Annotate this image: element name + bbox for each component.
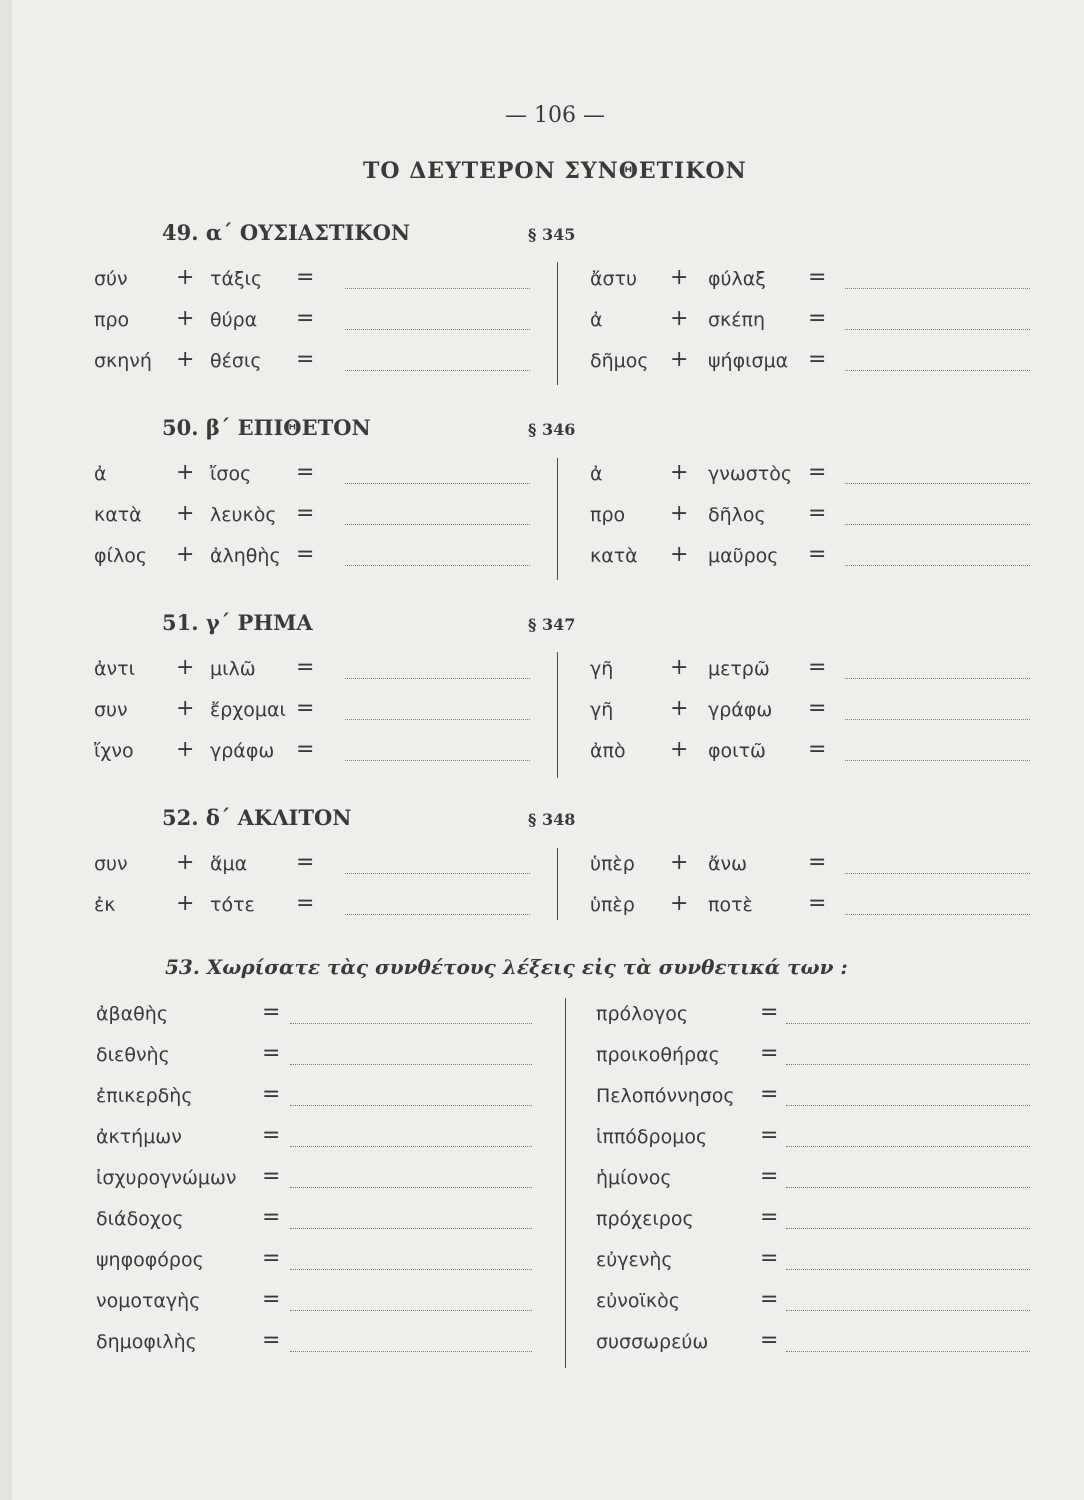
compound-word: ἰσχυρογνώμων bbox=[96, 1167, 237, 1189]
answer-blank[interactable] bbox=[786, 1023, 1030, 1024]
equals-sign: = bbox=[296, 696, 315, 721]
answer-blank[interactable] bbox=[345, 370, 530, 371]
compound-word: ἐπικερδὴς bbox=[96, 1085, 193, 1107]
equals-sign: = bbox=[808, 306, 827, 331]
equals-sign: = bbox=[760, 1000, 779, 1025]
column-divider bbox=[557, 848, 558, 920]
equals-sign: = bbox=[808, 265, 827, 290]
answer-blank[interactable] bbox=[786, 1064, 1030, 1065]
equals-sign: = bbox=[760, 1041, 779, 1066]
answer-blank[interactable] bbox=[345, 719, 530, 720]
second-component: λευκὸς bbox=[210, 504, 277, 526]
equals-sign: = bbox=[296, 347, 315, 372]
answer-blank[interactable] bbox=[345, 678, 530, 679]
page-number: — 106 — bbox=[505, 103, 605, 128]
plus-sign: + bbox=[670, 850, 689, 875]
second-component: μιλῶ bbox=[210, 658, 256, 680]
answer-blank[interactable] bbox=[786, 1187, 1030, 1188]
answer-blank[interactable] bbox=[290, 1269, 532, 1270]
column-divider bbox=[565, 998, 566, 1368]
section-paragraph-ref: § 345 bbox=[528, 225, 576, 244]
second-component: ἔρχομαι bbox=[210, 699, 286, 721]
equals-sign: = bbox=[808, 891, 827, 916]
compound-word: ἀβαθὴς bbox=[96, 1003, 168, 1025]
answer-blank[interactable] bbox=[290, 1064, 532, 1065]
equals-sign: = bbox=[262, 1246, 281, 1271]
answer-blank[interactable] bbox=[845, 483, 1030, 484]
second-component: θύρα bbox=[210, 309, 258, 331]
answer-blank[interactable] bbox=[290, 1146, 532, 1147]
compound-word: ἡμίονος bbox=[596, 1167, 672, 1189]
equals-sign: = bbox=[262, 1082, 281, 1107]
plus-sign: + bbox=[176, 737, 195, 762]
compound-word: διεθνὴς bbox=[96, 1044, 170, 1066]
first-component: συν bbox=[94, 699, 128, 721]
first-component: ἀ bbox=[590, 309, 603, 331]
answer-blank[interactable] bbox=[845, 329, 1030, 330]
answer-blank[interactable] bbox=[345, 524, 530, 525]
exercise-53-number: 53. bbox=[165, 955, 200, 979]
plus-sign: + bbox=[176, 891, 195, 916]
equals-sign: = bbox=[296, 891, 315, 916]
equals-sign: = bbox=[296, 542, 315, 567]
answer-blank[interactable] bbox=[290, 1310, 532, 1311]
plus-sign: + bbox=[670, 265, 689, 290]
second-component: γράφω bbox=[210, 740, 275, 762]
equals-sign: = bbox=[296, 737, 315, 762]
plus-sign: + bbox=[176, 850, 195, 875]
plus-sign: + bbox=[670, 306, 689, 331]
equals-sign: = bbox=[262, 1164, 281, 1189]
equals-sign: = bbox=[760, 1082, 779, 1107]
section-paragraph-ref: § 348 bbox=[528, 810, 576, 829]
second-component: σκέπη bbox=[708, 309, 765, 331]
first-component: φίλος bbox=[94, 545, 147, 567]
plus-sign: + bbox=[176, 265, 195, 290]
first-component: προ bbox=[590, 504, 626, 526]
equals-sign: = bbox=[760, 1287, 779, 1312]
compound-word: ἀκτήμων bbox=[96, 1126, 182, 1148]
plus-sign: + bbox=[670, 460, 689, 485]
plus-sign: + bbox=[670, 696, 689, 721]
compound-word: ἱππόδρομος bbox=[596, 1126, 708, 1148]
first-component: γῆ bbox=[590, 658, 614, 680]
first-component: ὑπὲρ bbox=[590, 894, 635, 916]
answer-blank[interactable] bbox=[345, 483, 530, 484]
answer-blank[interactable] bbox=[345, 565, 530, 566]
first-component: συν bbox=[94, 853, 128, 875]
exercise-53-heading bbox=[165, 955, 848, 979]
plus-sign: + bbox=[176, 542, 195, 567]
answer-blank[interactable] bbox=[845, 760, 1030, 761]
second-component: μετρῶ bbox=[708, 658, 770, 680]
compound-word: πρόλογος bbox=[596, 1003, 689, 1025]
compound-word: νομοταγὴς bbox=[96, 1290, 201, 1312]
second-component: γράφω bbox=[708, 699, 773, 721]
plus-sign: + bbox=[670, 542, 689, 567]
plus-sign: + bbox=[176, 696, 195, 721]
first-component: ἄστυ bbox=[590, 268, 637, 290]
compound-word: πρόχειρος bbox=[596, 1208, 694, 1230]
second-component: γνωστὸς bbox=[708, 463, 793, 485]
first-component: ἀ bbox=[590, 463, 603, 485]
section-heading-51 bbox=[162, 610, 313, 635]
section-number: 50. bbox=[162, 415, 199, 440]
plus-sign: + bbox=[670, 501, 689, 526]
equals-sign: = bbox=[808, 347, 827, 372]
answer-blank[interactable] bbox=[345, 288, 530, 289]
compound-word: διάδοχος bbox=[96, 1208, 184, 1230]
plus-sign: + bbox=[176, 460, 195, 485]
plus-sign: + bbox=[176, 655, 195, 680]
section-heading-52 bbox=[162, 805, 351, 830]
second-component: θέσις bbox=[210, 350, 262, 372]
second-component: τάξις bbox=[210, 268, 263, 290]
equals-sign: = bbox=[760, 1205, 779, 1230]
equals-sign: = bbox=[296, 306, 315, 331]
answer-blank[interactable] bbox=[786, 1269, 1030, 1270]
equals-sign: = bbox=[808, 460, 827, 485]
plus-sign: + bbox=[670, 737, 689, 762]
second-component: ἀληθὴς bbox=[210, 545, 281, 567]
section-title: α΄ ΟΥΣΙΑΣΤΙΚΟΝ bbox=[205, 220, 411, 245]
equals-sign: = bbox=[262, 1328, 281, 1353]
equals-sign: = bbox=[296, 850, 315, 875]
equals-sign: = bbox=[808, 501, 827, 526]
first-component: ἀντι bbox=[94, 658, 136, 680]
answer-blank[interactable] bbox=[845, 719, 1030, 720]
equals-sign: = bbox=[760, 1246, 779, 1271]
section-number: 52. bbox=[162, 805, 199, 830]
equals-sign: = bbox=[760, 1164, 779, 1189]
section-heading-50 bbox=[162, 415, 371, 440]
equals-sign: = bbox=[296, 460, 315, 485]
equals-sign: = bbox=[760, 1328, 779, 1353]
section-paragraph-ref: § 346 bbox=[528, 420, 576, 439]
equals-sign: = bbox=[262, 1123, 281, 1148]
compound-word: συσσωρεύω bbox=[596, 1331, 709, 1353]
compound-word: ψηφοφόρος bbox=[96, 1249, 204, 1271]
second-component: ἅμα bbox=[210, 853, 248, 875]
first-component: ἀπὸ bbox=[590, 740, 626, 762]
section-heading-49 bbox=[162, 220, 410, 245]
plus-sign: + bbox=[176, 306, 195, 331]
first-component: δῆμος bbox=[590, 350, 649, 372]
page-title: ΤΟ ΔΕΥΤΕΡΟΝ ΣΥΝΘΕΤΙΚΟΝ bbox=[363, 158, 747, 184]
answer-blank[interactable] bbox=[845, 914, 1030, 915]
equals-sign: = bbox=[262, 1287, 281, 1312]
answer-blank[interactable] bbox=[786, 1351, 1030, 1352]
answer-blank[interactable] bbox=[845, 873, 1030, 874]
first-component: κατὰ bbox=[590, 545, 638, 567]
second-component: τότε bbox=[210, 894, 255, 916]
equals-sign: = bbox=[296, 501, 315, 526]
second-component: ψήφισμα bbox=[708, 350, 789, 372]
second-component: δῆλος bbox=[708, 504, 766, 526]
exercise-53-instruction: Χωρίσατε τὰς συνθέτους λέξεις εἰς τὰ συνθετικά των : bbox=[206, 955, 848, 979]
section-paragraph-ref: § 347 bbox=[528, 615, 576, 634]
compound-word: Πελοπόννησος bbox=[596, 1085, 735, 1107]
answer-blank[interactable] bbox=[845, 524, 1030, 525]
equals-sign: = bbox=[262, 1041, 281, 1066]
answer-blank[interactable] bbox=[290, 1023, 532, 1024]
plus-sign: + bbox=[176, 347, 195, 372]
answer-blank[interactable] bbox=[290, 1187, 532, 1188]
equals-sign: = bbox=[296, 655, 315, 680]
equals-sign: = bbox=[296, 265, 315, 290]
compound-word: εὐγενὴς bbox=[596, 1249, 673, 1271]
equals-sign: = bbox=[808, 696, 827, 721]
first-component: ἀ bbox=[94, 463, 107, 485]
first-component: γῆ bbox=[590, 699, 614, 721]
answer-blank[interactable] bbox=[290, 1228, 532, 1229]
first-component: προ bbox=[94, 309, 130, 331]
equals-sign: = bbox=[262, 1000, 281, 1025]
equals-sign: = bbox=[808, 542, 827, 567]
answer-blank[interactable] bbox=[786, 1146, 1030, 1147]
answer-blank[interactable] bbox=[290, 1105, 532, 1106]
answer-blank[interactable] bbox=[845, 678, 1030, 679]
plus-sign: + bbox=[670, 347, 689, 372]
answer-blank[interactable] bbox=[345, 914, 530, 915]
second-component: ποτὲ bbox=[708, 894, 753, 916]
plus-sign: + bbox=[176, 501, 195, 526]
answer-blank[interactable] bbox=[345, 873, 530, 874]
equals-sign: = bbox=[808, 655, 827, 680]
first-component: σκηνή bbox=[94, 350, 152, 372]
compound-word: προικοθήρας bbox=[596, 1044, 720, 1066]
column-divider bbox=[557, 458, 558, 580]
section-number: 49. bbox=[162, 220, 199, 245]
answer-blank[interactable] bbox=[345, 329, 530, 330]
first-component: ὑπὲρ bbox=[590, 853, 635, 875]
answer-blank[interactable] bbox=[786, 1310, 1030, 1311]
compound-word: εὐνοϊκὸς bbox=[596, 1290, 680, 1312]
second-component: ἴσος bbox=[210, 463, 252, 485]
plus-sign: + bbox=[670, 891, 689, 916]
first-component: ἐκ bbox=[94, 894, 116, 916]
compound-word: δημοφιλὴς bbox=[96, 1331, 197, 1353]
first-component: σύν bbox=[94, 268, 128, 290]
answer-blank[interactable] bbox=[786, 1228, 1030, 1229]
answer-blank[interactable] bbox=[845, 288, 1030, 289]
section-number: 51. bbox=[162, 610, 199, 635]
answer-blank[interactable] bbox=[290, 1351, 532, 1352]
column-divider bbox=[557, 652, 558, 778]
equals-sign: = bbox=[262, 1205, 281, 1230]
equals-sign: = bbox=[760, 1123, 779, 1148]
second-component: φύλαξ bbox=[708, 268, 766, 290]
section-title: δ΄ ΑΚΛΙΤΟΝ bbox=[205, 805, 352, 830]
first-component: ἴχνο bbox=[94, 740, 134, 762]
first-component: κατὰ bbox=[94, 504, 142, 526]
column-divider bbox=[557, 262, 558, 385]
equals-sign: = bbox=[808, 737, 827, 762]
answer-blank[interactable] bbox=[345, 760, 530, 761]
second-component: μαῦρος bbox=[708, 545, 779, 567]
equals-sign: = bbox=[808, 850, 827, 875]
plus-sign: + bbox=[670, 655, 689, 680]
answer-blank[interactable] bbox=[845, 565, 1030, 566]
section-title: γ΄ ΡΗΜΑ bbox=[205, 610, 313, 635]
answer-blank[interactable] bbox=[786, 1105, 1030, 1106]
answer-blank[interactable] bbox=[845, 370, 1030, 371]
second-component: ἄνω bbox=[708, 853, 748, 875]
section-title: β΄ ΕΠΙΘΕΤΟΝ bbox=[205, 415, 371, 440]
second-component: φοιτῶ bbox=[708, 740, 766, 762]
